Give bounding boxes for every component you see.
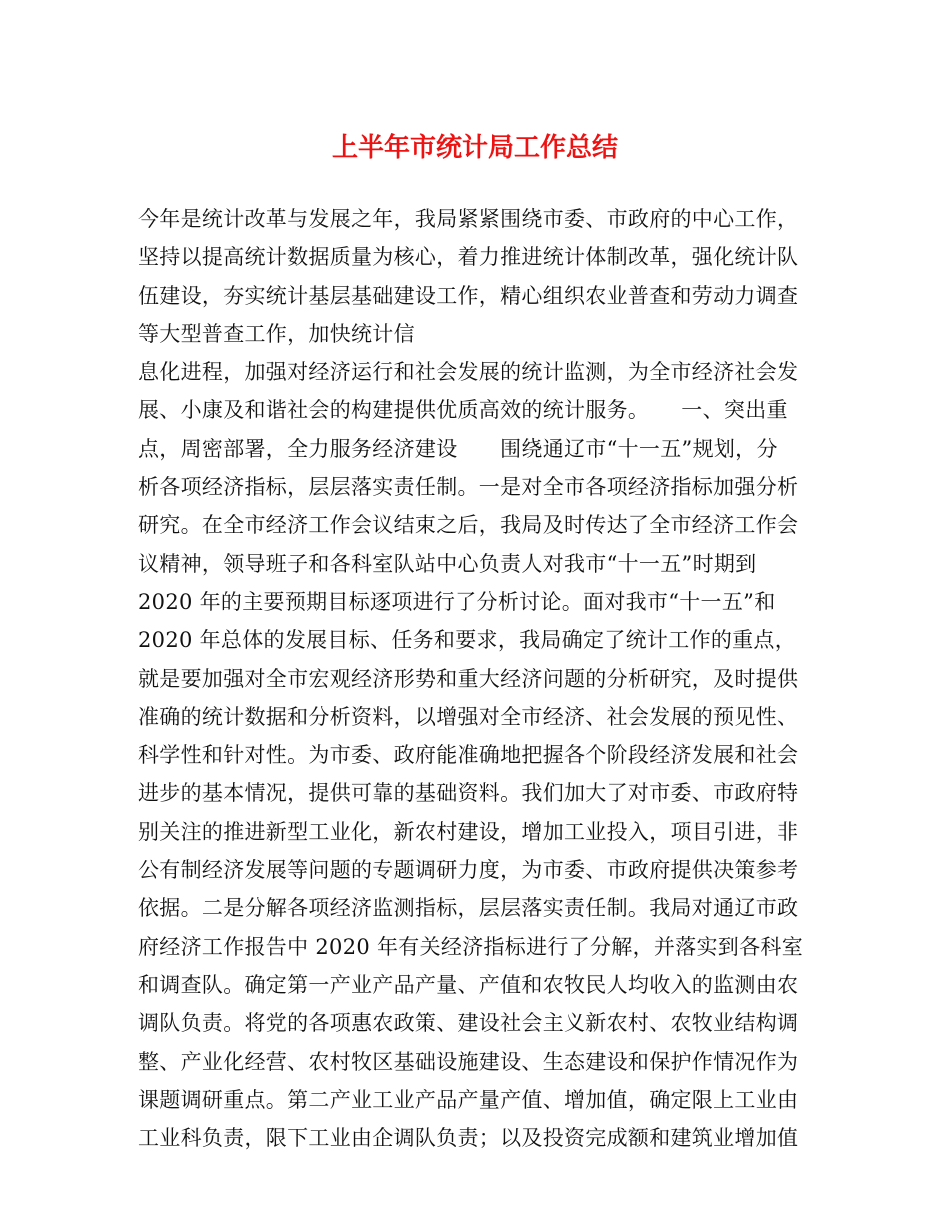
body-line: 就是要加强对全市宏观经济形势和重大经济问题的分析研究，及时提供 [138, 666, 799, 691]
body-line: 伍建设，夯实统计基层基础建设工作，精心组织农业普查和劳动力调查 [138, 283, 799, 308]
body-line: 调队负责。将党的各项惠农政策、建设社会主义新农村、农牧业结构调 [138, 1011, 799, 1036]
body-line: 等大型普查工作，加快统计信 [138, 321, 415, 346]
body-line: 公有制经济发展等问题的专题调研力度，为市委、市政府提供决策参考 [138, 858, 799, 883]
body-line: 准确的统计数据和分析资料，以增强对全市经济、社会发展的预见性、 [138, 704, 799, 729]
body-line: 议精神，领导班子和各科室队站中心负责人对我市“十一五”时期到 [138, 551, 757, 576]
body-line: 2020 年的主要预期目标逐项进行了分析讨论。面对我市“十一五”和 [138, 589, 776, 614]
body-line: 府经济工作报告中 2020 年有关经济指标进行了分解，并落实到各科室 [138, 934, 803, 959]
body-line: 和调查队。确定第一产业产品产量、产值和农牧民人均收入的监测由农 [138, 972, 799, 997]
body-line: 研究。在全市经济工作会议结束之后，我局及时传达了全市经济工作会 [138, 513, 799, 538]
body-line: 整、产业化经营、农村牧区基础设施建设、生态建设和保护作情况作为 [138, 1049, 799, 1074]
body-line: 工业科负责，限下工业由企调队负责；以及投资完成额和建筑业增加值 [138, 1126, 799, 1151]
document-body [138, 200, 818, 1157]
body-line: 析各项经济指标，层层落实责任制。一是对全市各项经济指标加强分析 [138, 475, 799, 500]
document-title: 上半年市统计局工作总结 [331, 133, 618, 163]
body-line: 息化进程，加强对经济运行和社会发展的统计监测，为全市经济社会发 [138, 360, 799, 385]
body-line: 坚持以提高统计数据质量为核心，着力推进统计体制改革，强化统计队 [138, 245, 799, 270]
body-line: 科学性和针对性。为市委、政府能准确地把握各个阶段经济发展和社会 [138, 743, 799, 768]
body-line: 进步的基本情况，提供可靠的基础资料。我们加大了对市委、市政府特 [138, 781, 799, 806]
body-line: 2020 年总体的发展目标、任务和要求，我局确定了统计工作的重点， [138, 628, 797, 653]
body-line: 今年是统计改革与发展之年，我局紧紧围绕市委、市政府的中心工作， [138, 207, 799, 231]
body-line: 依据。二是分解各项经济监测指标，层层落实责任制。我局对通辽市政 [138, 896, 799, 921]
body-line: 课题调研重点。第二产业工业产品产量产值、增加值，确定限上工业由 [138, 1087, 799, 1112]
body-line: 别关注的推进新型工业化，新农村建设，增加工业投入，项目引进，非 [138, 819, 799, 844]
body-line: 展、小康及和谐社会的构建提供优质高效的统计服务。 一、突出重 [138, 398, 788, 423]
body-line: 点，周密部署，全力服务经济建设 围绕通辽市“十一五”规划，分 [138, 436, 778, 461]
